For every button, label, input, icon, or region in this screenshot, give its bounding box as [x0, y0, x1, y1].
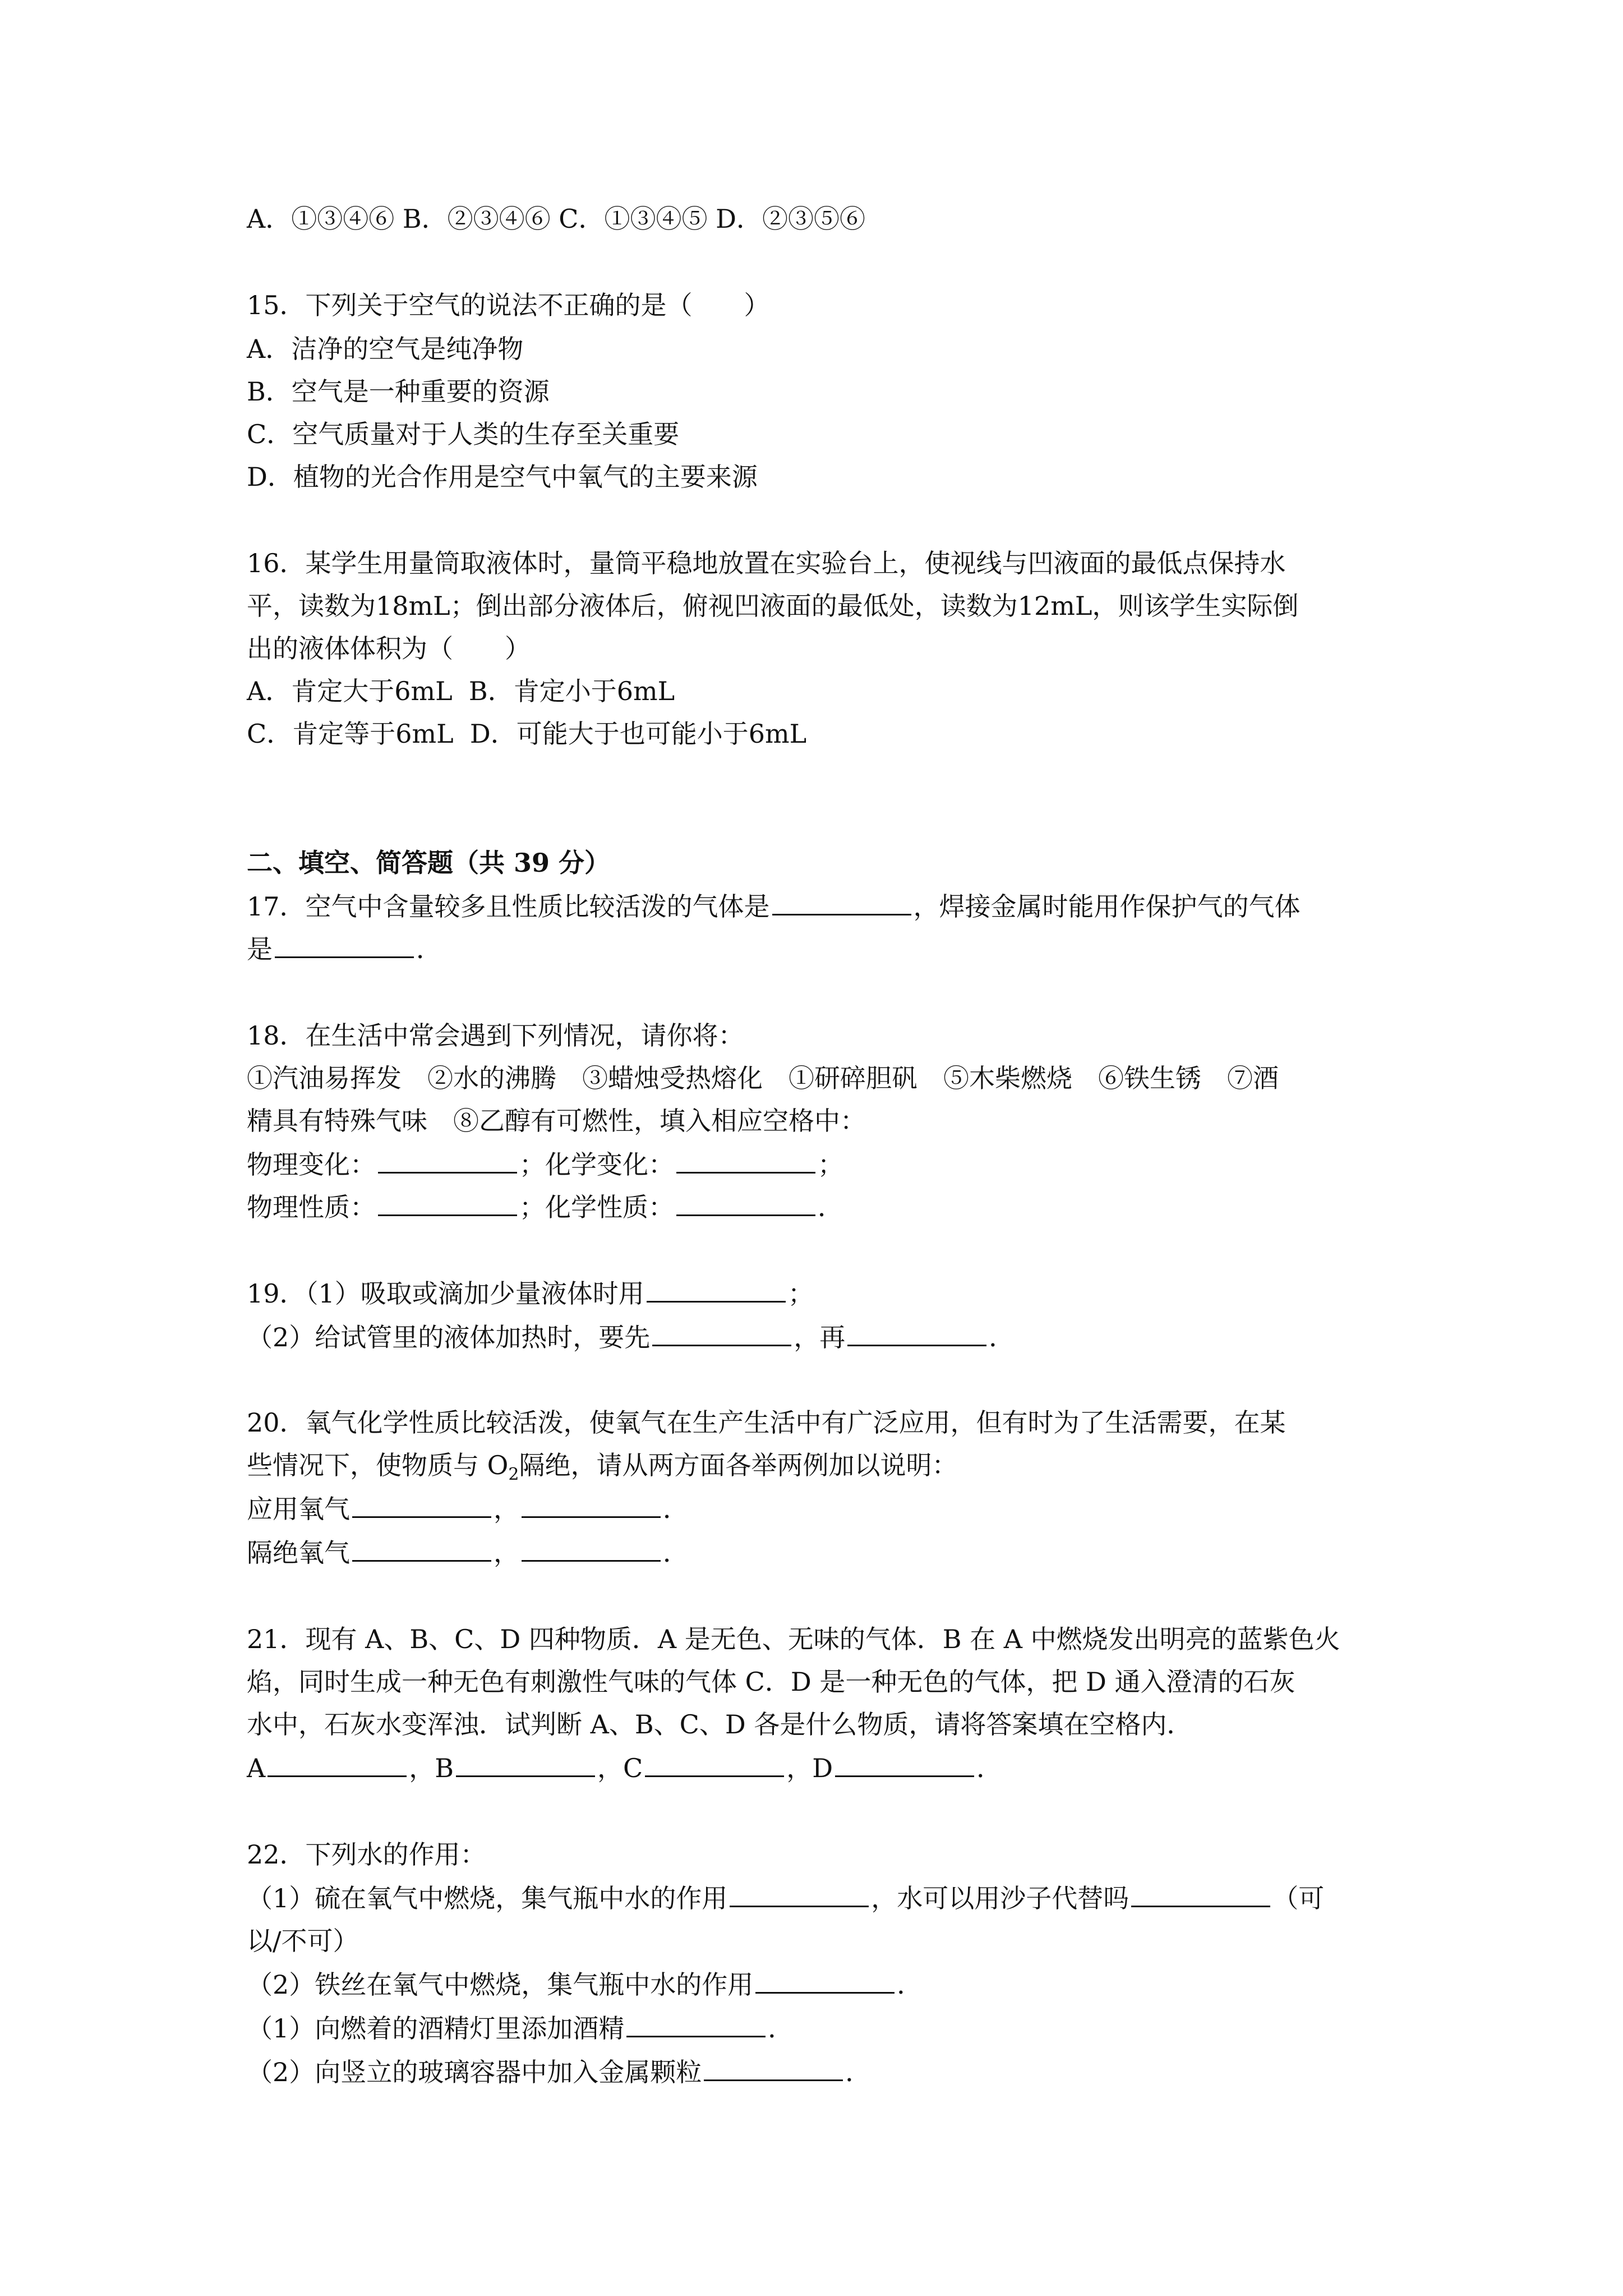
q21-label-d: ，D	[786, 1753, 833, 1783]
q18-chem-change-label: ；化学变化：	[519, 1149, 674, 1180]
q18-phys-change-label: 物理变化：	[247, 1149, 376, 1180]
q22-sub-4-end: ．	[845, 2057, 872, 2087]
q19-text-2: （2）给试管里的液体加热时，要先	[247, 1322, 651, 1352]
q17-line-1	[247, 887, 1301, 926]
q18-chem-prop-label: ；化学性质：	[519, 1192, 674, 1222]
q22-sub-4	[247, 2053, 871, 2092]
q22-sub-1	[247, 1879, 1324, 1918]
q18-phys-prop-label: 物理性质：	[247, 1192, 376, 1222]
q21-line-1: 21．现有 A、B、C、D 四种物质．A 是无色、无味的气体．B 在 A 中燃烧发出明亮的蓝紫色火	[247, 1624, 1340, 1654]
q20-isolate-sep: ，	[494, 1538, 519, 1568]
q15-option-a: A．洁净的空气是纯净物	[247, 334, 524, 364]
q17-text-3: 是	[247, 934, 273, 964]
q19-line-1	[247, 1274, 814, 1313]
q15-stem: 15．下列关于空气的说法不正确的是（ ）	[247, 290, 770, 320]
q19-end-1: ；	[787, 1278, 814, 1309]
q19-text-3: ，再	[794, 1322, 846, 1352]
q15-option-d: D．植物的光合作用是空气中氧气的主要来源	[247, 462, 758, 492]
q17-line-2	[247, 930, 442, 969]
q18-line-3: 精具有特殊气味 ⑧乙醇有可燃性，填入相应空格中：	[247, 1106, 866, 1136]
q22-sub-2-text: （2）铁丝在氧气中燃烧，集气瓶中水的作用	[247, 1970, 754, 2000]
q16-options-cd: C．肯定等于6mL D．可能大于也可能小于6mL	[247, 719, 807, 749]
q22-sub-3-blank[interactable]	[626, 2011, 766, 2037]
q22-line-1: 22．下列水的作用：	[247, 1839, 486, 1870]
q22-sub-2-blank[interactable]	[755, 1967, 895, 1994]
q20-apply-blank-1[interactable]	[352, 1492, 491, 1518]
q19-text-1: 19．（1）吸取或滴加少量液体时用	[247, 1278, 644, 1309]
q18-phys-prop-blank[interactable]	[378, 1190, 517, 1216]
q21-label-c: ，C	[597, 1753, 643, 1783]
q22-sub-4-text: （2）向竖立的玻璃容器中加入金属颗粒	[247, 2057, 702, 2087]
q20-line-2	[247, 1446, 957, 1485]
q18-chem-prop-blank[interactable]	[676, 1190, 815, 1216]
q17-text-4: ．	[416, 934, 442, 964]
q22-sub-4-blank[interactable]	[704, 2055, 843, 2081]
q19-blank-3[interactable]	[847, 1320, 986, 1346]
q16-line-1: 16．某学生用量筒取液体时，量筒平稳地放置在实验台上，使视线与凹液面的最低点保持水	[247, 548, 1286, 578]
q22-sub-1-blank-1[interactable]	[730, 1881, 869, 1907]
q17-blank-2[interactable]	[275, 932, 414, 958]
q20-text-b: 隔绝，请从两方面各举两例加以说明：	[519, 1450, 958, 1480]
q18-end-2: ．	[818, 1192, 843, 1222]
q20-isolate-blank-2[interactable]	[522, 1535, 661, 1562]
q21-end: ．	[976, 1753, 1003, 1783]
q21-blank-c[interactable]	[645, 1751, 784, 1777]
q17-blank-1[interactable]	[772, 889, 911, 915]
q18-end-1: ；	[818, 1149, 843, 1180]
q17-text-1: 17．空气中含量较多且性质比较活泼的气体是	[247, 891, 770, 922]
q18-phys-change-blank[interactable]	[378, 1147, 517, 1174]
q20-isolate-label: 隔绝氧气	[247, 1538, 350, 1568]
q22-sub-1-blank-2[interactable]	[1131, 1881, 1270, 1907]
q21-blank-d[interactable]	[835, 1751, 974, 1777]
q16-line-2: 平，读数为18mL；倒出部分液体后，俯视凹液面的最低处，读数为12mL，则该学生实际倒	[247, 591, 1299, 621]
q19-blank-1[interactable]	[647, 1276, 786, 1303]
q18-line-1: 18．在生活中常会遇到下列情况，请你将：	[247, 1020, 744, 1051]
q20-o2-subscript: 2	[508, 1465, 519, 1485]
q18-properties-line	[247, 1188, 843, 1227]
q21-answer-line	[247, 1749, 1002, 1788]
q22-sub-3	[247, 2009, 794, 2048]
q20-isolate-end: ．	[663, 1538, 689, 1568]
q21-blank-b[interactable]	[456, 1751, 595, 1777]
q22-sub-2-end: ．	[897, 1970, 923, 2000]
q20-apply-line	[247, 1489, 689, 1529]
q20-text-a: 些情况下，使物质与 O	[247, 1450, 509, 1480]
q21-line-2: 焰，同时生成一种无色有刺激性气味的气体 C．D 是一种无色的气体，把 D 通入澄清的石灰	[247, 1667, 1295, 1697]
q20-isolate-line	[247, 1533, 689, 1572]
q20-apply-sep: ，	[494, 1494, 519, 1524]
q16-options-ab: A．肯定大于6mL B．肯定小于6mL	[247, 676, 675, 706]
q19-blank-2[interactable]	[652, 1320, 791, 1346]
q22-sub-2	[247, 1965, 923, 2004]
q22-sub-1-text-a: （1）硫在氧气中燃烧，集气瓶中水的作用	[247, 1883, 728, 1913]
q22-sub-3-text: （1）向燃着的酒精灯里添加酒精	[247, 2013, 625, 2044]
q20-isolate-blank-1[interactable]	[352, 1535, 491, 1562]
q20-apply-label: 应用氧气	[247, 1494, 350, 1524]
q18-chem-change-blank[interactable]	[676, 1147, 815, 1174]
q22-sub-1-text-b: ，水可以用沙子代替吗	[871, 1883, 1129, 1913]
q20-apply-blank-2[interactable]	[522, 1492, 661, 1518]
q20-line-1: 20．氧气化学性质比较活泼，使氧气在生产生活中有广泛应用，但有时为了生活需要，在某	[247, 1407, 1286, 1438]
q17-text-2: ，焊接金属时能用作保护气的气体	[913, 891, 1301, 922]
q18-changes-line	[247, 1145, 843, 1184]
q19-line-2	[247, 1318, 1015, 1357]
q21-line-3: 水中，石灰水变浑浊．试判断 A、B、C、D 各是什么物质，请将答案填在空格内．	[247, 1709, 1193, 1740]
q22-sub-1-cont: 以/不可）	[247, 1926, 359, 1956]
q19-end-2: ．	[989, 1322, 1015, 1352]
section-2-title: 二、填空、简答题（共 39 分）	[247, 848, 611, 878]
q16-line-3: 出的液体体积为（ ）	[247, 633, 531, 664]
q15-option-c: C．空气质量对于人类的生存至关重要	[247, 419, 680, 449]
q21-label-b: ，B	[409, 1753, 454, 1783]
q22-sub-1-text-c: （可	[1272, 1883, 1325, 1913]
q20-apply-end: ．	[663, 1494, 689, 1524]
q15-option-b: B．空气是一种重要的资源	[247, 376, 550, 407]
q22-sub-3-end: ．	[768, 2013, 794, 2044]
q21-label-a: A	[247, 1753, 266, 1783]
q18-line-2: ①汽油易挥发 ②水的沸腾 ③蜡烛受热熔化 ①研碎胆矾 ⑤木柴燃烧 ⑥铁生锈 ⑦酒	[247, 1063, 1279, 1093]
q14-options: A．①③④⑥ B．②③④⑥ C．①③④⑤ D．②③⑤⑥	[247, 204, 865, 234]
q21-blank-a[interactable]	[268, 1751, 407, 1777]
